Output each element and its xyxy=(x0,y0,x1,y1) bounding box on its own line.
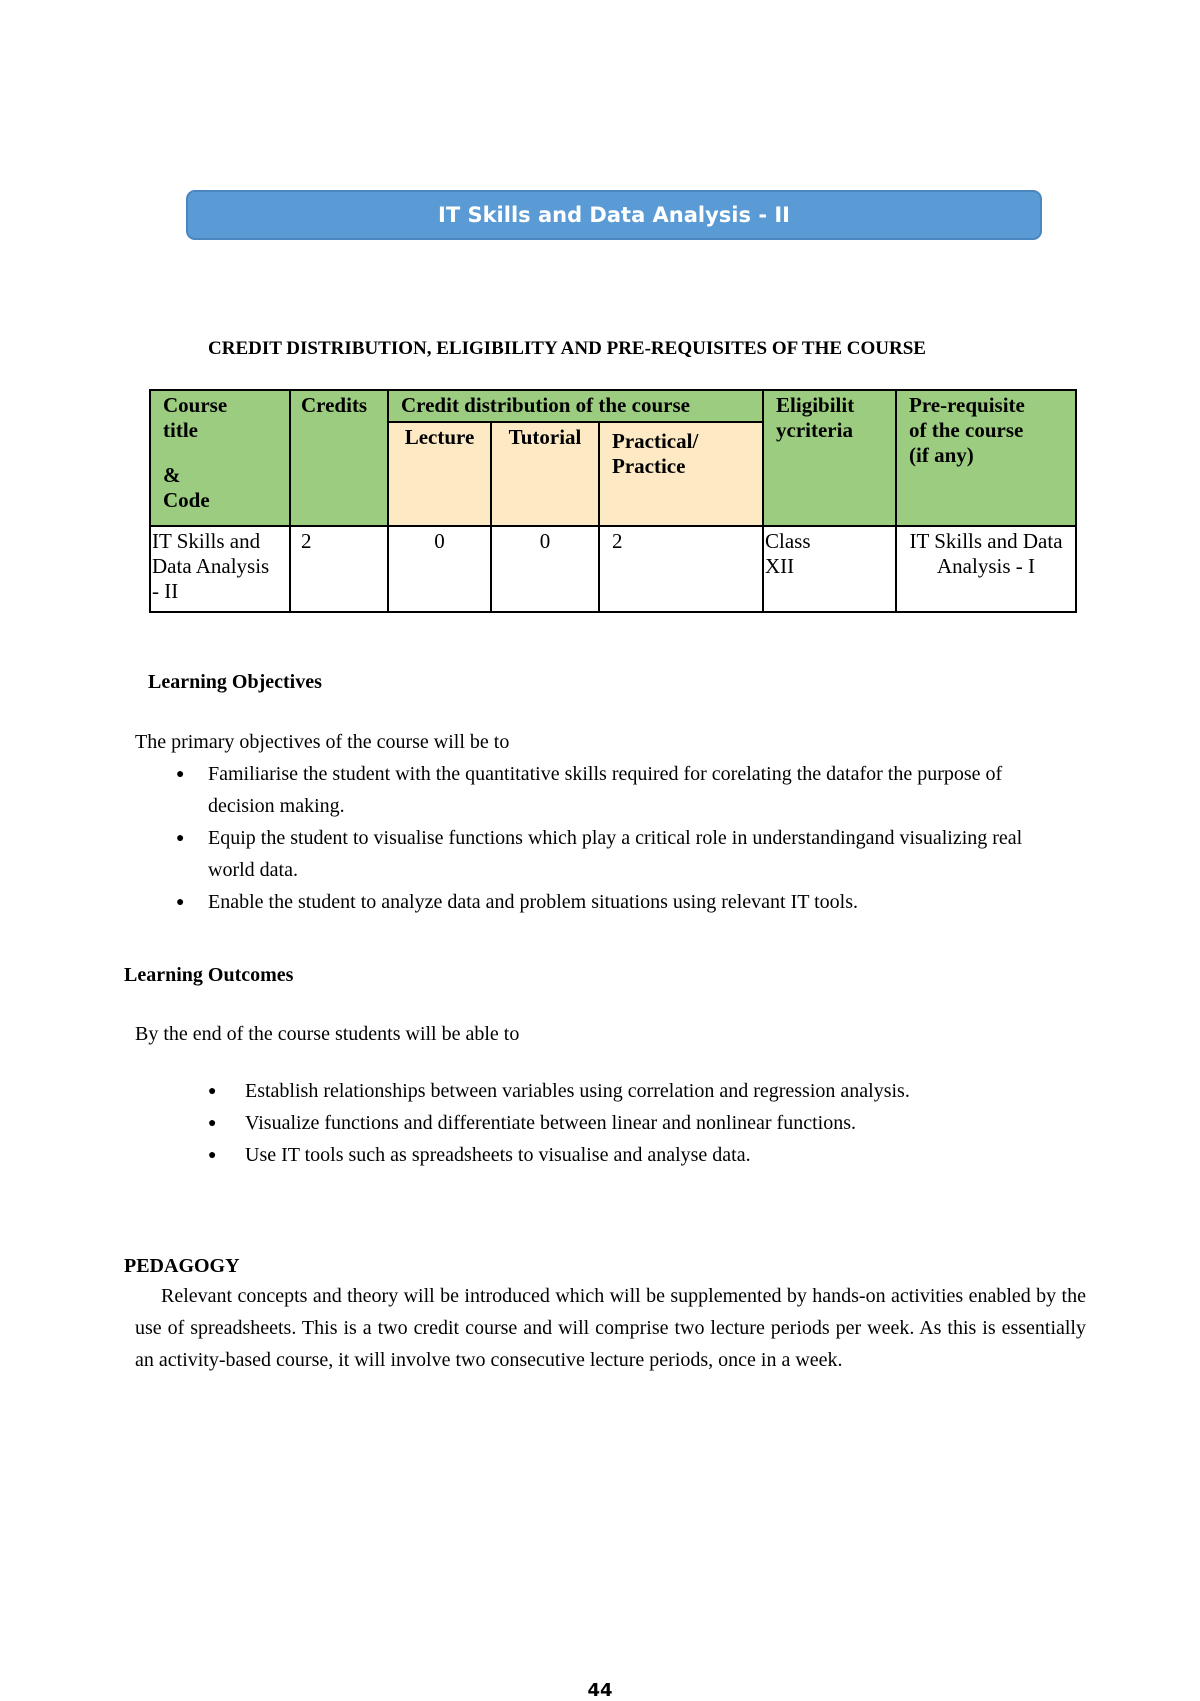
header-practical: Practical/ Practice xyxy=(599,422,763,526)
table-header-row xyxy=(150,390,1076,422)
credit-section-heading: CREDIT DISTRIBUTION, ELIGIBILITY AND PRE-REQUISITES OF THE COURSE xyxy=(208,338,926,359)
learning-objectives-list xyxy=(176,758,1058,918)
header-course-title: Course title & Code xyxy=(150,390,290,526)
page-number: 44 xyxy=(587,1680,613,1701)
bullet-icon: ● xyxy=(208,1116,217,1131)
pedagogy-heading: PEDAGOGY xyxy=(124,1255,240,1277)
cell-tutorial: 0 xyxy=(491,526,599,612)
list-item: ● Familiarise the student with the quantitative skills required for corelating the datafor the purpose of decision making. xyxy=(208,758,1058,822)
cell-lecture: 0 xyxy=(388,526,491,612)
list-item: ● Establish relationships between variables using correlation and regression analysis. xyxy=(245,1075,990,1107)
bullet-icon: ● xyxy=(176,895,185,910)
learning-outcomes-intro: By the end of the course students will be able to xyxy=(135,1023,520,1045)
list-item: ● Equip the student to visualise functions which play a critical role in understandingand visualizing real world data. xyxy=(208,822,1058,886)
list-item: ● Visualize functions and differentiate between linear and nonlinear functions. xyxy=(245,1107,990,1139)
cell-credits: 2 xyxy=(290,526,388,612)
credit-distribution-table xyxy=(149,389,1077,613)
list-item: ● Enable the student to analyze data and problem situations using relevant IT tools. xyxy=(208,886,1058,918)
bullet-icon: ● xyxy=(208,1148,217,1163)
pedagogy-text: Relevant concepts and theory will be introduced which will be supplemented by hands-on activities enabled by the use of spreadsheets. This is a two credit course and will comprise two lecture periods per week. As this is essentially an activity-based course, it will involve two consecutive lecture periods, once in a week. xyxy=(135,1285,1086,1371)
header-prerequisite: Pre-requisite of the course (if any) xyxy=(896,390,1076,526)
cell-eligibility: Class XII xyxy=(763,526,896,612)
bullet-icon: ● xyxy=(208,1084,217,1099)
header-credit-distribution: Credit distribution of the course xyxy=(388,390,763,422)
header-credits: Credits xyxy=(290,390,388,526)
bullet-icon: ● xyxy=(176,767,185,782)
learning-objectives-heading: Learning Objectives xyxy=(148,671,322,693)
list-item: ● Use IT tools such as spreadsheets to visualise and analyse data. xyxy=(245,1139,990,1171)
learning-outcomes-list xyxy=(208,1075,990,1171)
header-tutorial: Tutorial xyxy=(491,422,599,526)
course-title-banner: IT Skills and Data Analysis - II xyxy=(186,190,1042,240)
cell-practical: 2 xyxy=(599,526,763,612)
cell-prerequisite: IT Skills and Data Analysis - I xyxy=(896,526,1076,612)
header-lecture: Lecture xyxy=(388,422,491,526)
learning-objectives-intro: The primary objectives of the course will be to xyxy=(135,731,510,753)
cell-course-title: IT Skills and Data Analysis - II xyxy=(150,526,290,612)
bullet-icon: ● xyxy=(176,831,185,846)
header-eligibility: Eligibilit ycriteria xyxy=(763,390,896,526)
table-row xyxy=(150,526,1076,612)
learning-outcomes-heading: Learning Outcomes xyxy=(124,964,294,986)
